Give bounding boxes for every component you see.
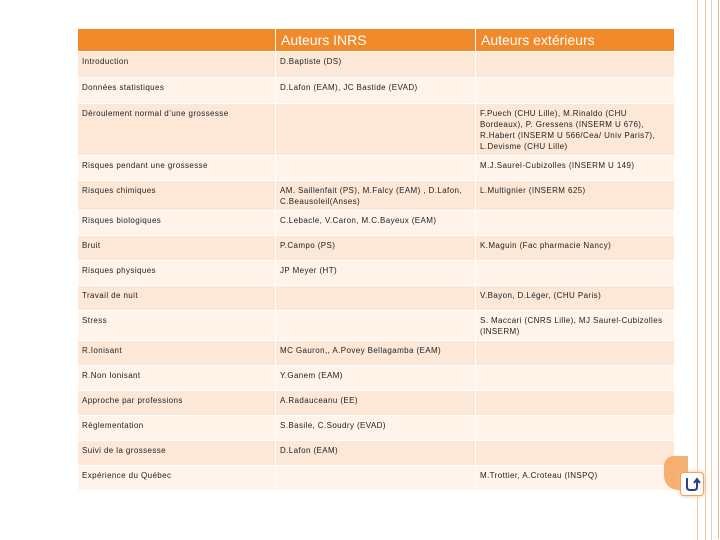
table-row xyxy=(78,366,675,391)
cell-inrs xyxy=(276,104,476,156)
cell-inrs xyxy=(276,156,476,181)
cell-ext: L.Multignier (INSERM 625) xyxy=(476,181,675,211)
cell-inrs: P.Campo (PS) xyxy=(276,236,476,261)
cell-ext: S. Maccari (CNRS Lille), MJ Saurel-Cubizolles (INSERM) xyxy=(476,311,675,341)
cell-ext xyxy=(476,261,675,286)
cell-topic: Expérience du Québec xyxy=(78,466,276,491)
cell-inrs: JP Meyer (HT) xyxy=(276,261,476,286)
authors-table xyxy=(77,28,675,491)
cell-topic: Introduction xyxy=(78,52,276,78)
table-row xyxy=(78,441,675,466)
cell-inrs: A.Radauceanu (EE) xyxy=(276,391,476,416)
cell-inrs: C.Lebacle, V.Caron, M.C.Bayeux (EAM) xyxy=(276,211,476,236)
table-row xyxy=(78,466,675,491)
table-row xyxy=(78,78,675,104)
cell-inrs: Y.Ganem (EAM) xyxy=(276,366,476,391)
cell-topic: Risques physiques xyxy=(78,261,276,286)
header-topic xyxy=(78,29,276,52)
cell-inrs xyxy=(276,286,476,311)
cell-topic: Stress xyxy=(78,311,276,341)
cell-ext xyxy=(476,441,675,466)
cell-ext: M.Trottier, A.Croteau (INSPQ) xyxy=(476,466,675,491)
table-row xyxy=(78,286,675,311)
cell-ext xyxy=(476,391,675,416)
cell-ext: K.Maguin (Fac pharmacie Nancy) xyxy=(476,236,675,261)
cell-topic: Risques pendant une grossesse xyxy=(78,156,276,181)
cell-inrs: MC Gauron,, A.Povey Bellagamba (EAM) xyxy=(276,341,476,366)
cell-topic: Déroulement normal d’une grossesse xyxy=(78,104,276,156)
cell-topic: R.Ionisant xyxy=(78,341,276,366)
table-row xyxy=(78,211,675,236)
table-row xyxy=(78,341,675,366)
table-row xyxy=(78,391,675,416)
cell-ext xyxy=(476,341,675,366)
header-row xyxy=(78,29,675,52)
cell-topic: Travail de nuit xyxy=(78,286,276,311)
cell-ext xyxy=(476,52,675,78)
cell-topic: Bruit xyxy=(78,236,276,261)
cell-ext: M.J.Saurel-Cubizolles (INSERM U 149) xyxy=(476,156,675,181)
table-row xyxy=(78,181,675,211)
cell-topic: R.Non Ionisant xyxy=(78,366,276,391)
cell-ext xyxy=(476,78,675,104)
table-row xyxy=(78,104,675,156)
cell-topic: Suivi de la grossesse xyxy=(78,441,276,466)
cell-topic: Réglementation xyxy=(78,416,276,441)
cell-topic: Risques biologiques xyxy=(78,211,276,236)
cell-inrs: AM. Saillenfait (PS), M.Falcy (EAM) , D.Lafon, C.Beausoleil(Anses) xyxy=(276,181,476,211)
table-row xyxy=(78,156,675,181)
cell-inrs: D.Baptiste (DS) xyxy=(276,52,476,78)
cell-topic: Risques chimiques xyxy=(78,181,276,211)
decorative-line xyxy=(697,0,698,540)
table-row xyxy=(78,261,675,286)
cell-inrs: D.Lafon (EAM), JC Bastide (EVAD) xyxy=(276,78,476,104)
table-row xyxy=(78,236,675,261)
cell-topic: Approche par professions xyxy=(78,391,276,416)
header-external-authors: Auteurs extérieurs xyxy=(476,29,675,52)
table-row xyxy=(78,311,675,341)
cell-topic: Données statistiques xyxy=(78,78,276,104)
cell-inrs: D.Lafon (EAM) xyxy=(276,441,476,466)
decorative-line xyxy=(711,0,712,540)
header-inrs-authors: Auteurs INRS xyxy=(276,29,476,52)
cell-ext xyxy=(476,211,675,236)
cell-inrs: S.Basile, C.Soudry (EVAD) xyxy=(276,416,476,441)
decorative-line xyxy=(705,0,706,540)
cell-ext: V.Bayon, D.Léger, (CHU Paris) xyxy=(476,286,675,311)
cell-ext: F.Puech (CHU Lille), M.Rinaldo (CHU Bordeaux), P. Gressens (INSERM U 676), R.Habert (INSERM U 566/Cea/ Univ Paris7), L.Devisme (CHU Lille) xyxy=(476,104,675,156)
return-arrow-icon[interactable] xyxy=(680,472,704,496)
cell-ext xyxy=(476,416,675,441)
cell-inrs xyxy=(276,311,476,341)
cell-inrs xyxy=(276,466,476,491)
table-row xyxy=(78,52,675,78)
cell-ext xyxy=(476,366,675,391)
table-row xyxy=(78,416,675,441)
